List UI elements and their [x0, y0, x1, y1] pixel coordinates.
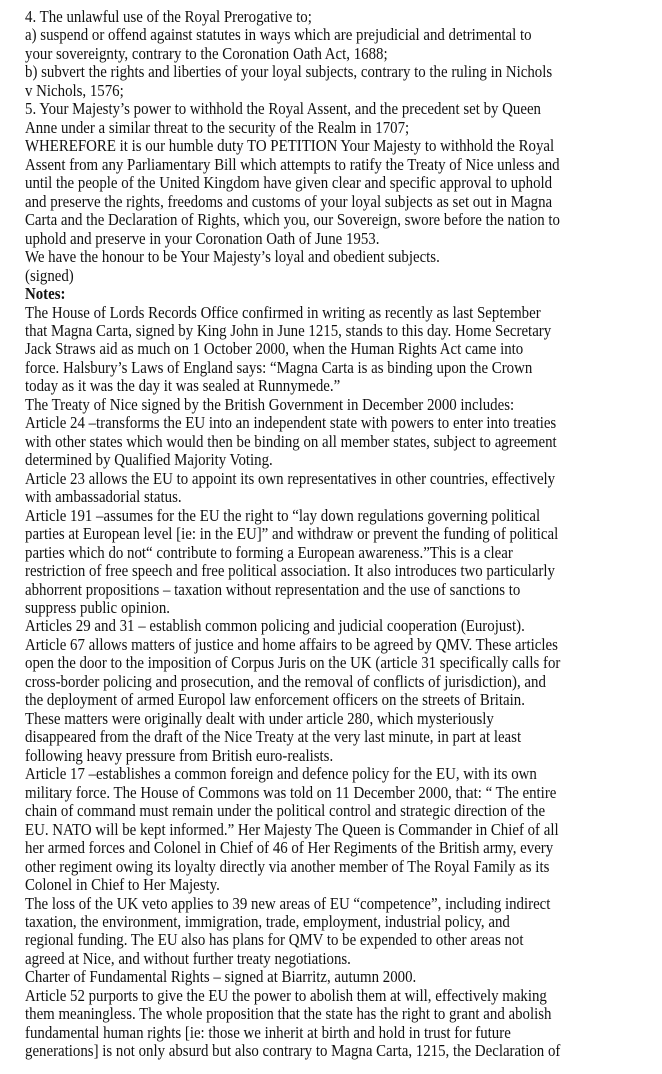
text-line: b) subvert the rights and liberties of your loyal subjects, contrary to the ruling in Nichols: [25, 62, 553, 82]
text-line: Anne under a similar threat to the security of the Realm in 1707;: [25, 117, 410, 137]
text-line: with ambassadorial status.: [25, 487, 182, 507]
text-line: Article 24 –transforms the EU into an independent state with powers to enter into treaties: [25, 413, 557, 433]
text-line: parties which do not“ contribute to forming a European awareness.”This is a clear: [25, 542, 513, 562]
text-line: Article 52 purports to give the EU the power to abolish them at will, effectively making: [25, 985, 547, 1005]
text-line: The Treaty of Nice signed by the British Government in December 2000 includes:: [25, 394, 515, 414]
text-line: regional funding. The EU also has plans for QMV to be expended to other areas not: [25, 930, 524, 950]
text-line: uphold and preserve in your Coronation Oath of June 1953.: [25, 228, 380, 248]
text-line: v Nichols, 1576;: [25, 80, 124, 100]
text-line: force. Halsbury’s Laws of England says: “Magna Carta is as binding upon the Crown: [25, 357, 533, 377]
text-line: We have the honour to be Your Majesty’s loyal and obedient subjects.: [25, 247, 440, 267]
text-line: agreed at Nice, and without further treaty negotiations.: [25, 948, 351, 968]
text-line: cross-border policing and prosecution, and the removal of conflicts of jurisdiction), and: [25, 671, 546, 691]
text-line: a) suspend or offend against statutes in ways which are prejudicial and detrimental to: [25, 25, 532, 45]
text-line: suppress public opinion.: [25, 598, 171, 617]
text-line: and preserve the rights, freedoms and customs of your loyal subjects as set out in Magna: [25, 191, 553, 211]
text-line: Articles 29 and 31 – establish common policing and judicial cooperation (Eurojust).: [25, 616, 525, 636]
text-line: that Magna Carta, signed by King John in June 1215, stands to this day. Home Secretary: [25, 320, 552, 340]
text-line: 4. The unlawful use of the Royal Prerogative to;: [25, 7, 312, 26]
notes-heading: Notes:: [25, 284, 66, 304]
text-line: Charter of Fundamental Rights – signed at Biarritz, autumn 2000.: [25, 967, 417, 987]
text-line: with other states which would then be binding on all member states, subject to agreement: [25, 431, 557, 451]
text-line: them meaningless. The whole proposition that the state has the right to grant and abolish: [25, 1004, 552, 1024]
text-line: until the people of the United Kingdom have given clear and specific approval to uphold: [25, 173, 553, 193]
text-line: These matters were originally dealt with under article 280, which mysteriously: [25, 708, 494, 728]
text-line: today as it was the day it was sealed at Runnymede.”: [25, 376, 341, 396]
text-line: Colonel in Chief to Her Majesty.: [25, 875, 220, 895]
text-line: taxation, the environment, immigration, trade, employment, industrial policy, and: [25, 911, 510, 931]
text-line: Carta and the Declaration of Rights, which you, our Sovereign, swore before the nation to: [25, 210, 560, 230]
text-line: fundamental human rights [ie: those we inherit at birth and hold in trust for future: [25, 1022, 511, 1042]
text-line: abhorrent propositions – taxation without representation and the use of sanctions to: [25, 579, 521, 599]
text-line: determined by Qualified Majority Voting.: [25, 450, 273, 470]
text-line: the deployment of armed Europol law enforcement officers on the streets of Britain.: [25, 690, 525, 710]
text-line: generations] is not only absurd but also contrary to Magna Carta, 1215, the Declaration of: [25, 1041, 561, 1061]
text-line: Article 17 –establishes a common foreign and defence policy for the EU, with its own: [25, 764, 537, 784]
document-page: [25, 8, 560, 1061]
text-line: military force. The House of Commons was told on 11 December 2000, that: “ The entire: [25, 782, 557, 802]
text-line: her armed forces and Colonel in Chief of 46 of Her Regiments of the British army, every: [25, 838, 554, 858]
text-line: restriction of free speech and free political association. It also introduces two particularly: [25, 561, 555, 581]
text-line: Jack Straws aid as much on 1 October 2000, when the Human Rights Act came into: [25, 339, 524, 359]
text-line: (signed): [25, 265, 74, 285]
text-line: parties at European level [ie: in the EU]” and withdraw or prevent the funding of political: [25, 524, 559, 544]
text-line: chain of command must remain under the political control and strategic direction of the: [25, 801, 546, 821]
text-line: EU. NATO will be kept informed.” Her Majesty The Queen is Commander in Chief of all: [25, 819, 559, 839]
text-line: Article 191 –assumes for the EU the right to “lay down regulations governing political: [25, 505, 541, 525]
text-line: 5. Your Majesty’s power to withhold the Royal Assent, and the precedent set by Queen: [25, 99, 542, 119]
text-line: WHEREFORE it is our humble duty TO PETITION Your Majesty to withhold the Royal: [25, 136, 555, 156]
text-line: The House of Lords Records Office confirmed in writing as recently as last September: [25, 302, 541, 322]
text-line: Article 23 allows the EU to appoint its own representatives in other countries, effectively: [25, 468, 556, 488]
text-line: Article 67 allows matters of justice and home affairs to be agreed by QMV. These articles: [25, 634, 558, 654]
text-line: open the door to the imposition of Corpus Juris on the UK (article 31 specifically calls for: [25, 653, 561, 673]
text-line: Assent from any Parliamentary Bill which attempts to ratify the Treaty of Nice unless and: [25, 154, 560, 174]
text-line: disappeared from the draft of the Nice Treaty at the very last minute, in part at least: [25, 727, 522, 747]
text-line: other regiment owing its loyalty directly via another member of The Royal Family as its: [25, 856, 550, 876]
text-line: following heavy pressure from British euro-realists.: [25, 745, 334, 765]
text-line: The loss of the UK veto applies to 39 new areas of EU “competence”, including indirect: [25, 893, 551, 913]
text-line: your sovereignty, contrary to the Coronation Oath Act, 1688;: [25, 43, 388, 63]
